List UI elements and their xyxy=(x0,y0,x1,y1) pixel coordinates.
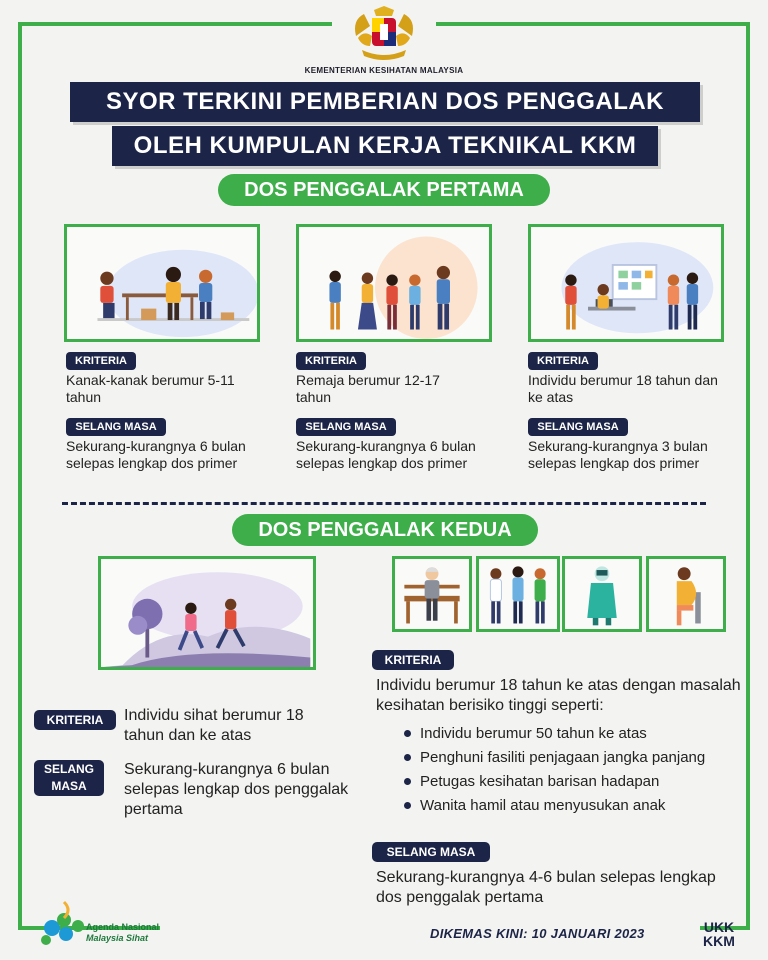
illustration-children xyxy=(64,224,260,342)
criteria-high-risk: Individu berumur 18 tahun ke atas dengan masalah kesihatan berisiko tinggi seperti: xyxy=(376,677,741,714)
list-item: Wanita hamil atau menyusukan anak xyxy=(402,796,732,815)
criteria-tag-healthy: KRITERIA xyxy=(34,710,116,730)
ukk-text: UKK xyxy=(703,919,735,935)
interval-children: Sekurang-kurangnya 6 bulan selepas lengkap dos primer xyxy=(66,438,246,471)
agenda-text-1: Agenda Nasional xyxy=(86,922,160,932)
interval-tag-teens: SELANG MASA xyxy=(296,418,396,436)
title-line-2: OLEH KUMPULAN KERJA TEKNIKAL KKM xyxy=(112,126,658,166)
high-risk-list xyxy=(402,724,732,820)
illustration-teenagers xyxy=(296,224,492,342)
interval-high-risk: Sekurang-kurangnya 4-6 bulan selepas lengkap dos penggalak pertama xyxy=(376,869,716,906)
interval-tag-healthy-line1: SELANG xyxy=(43,762,94,776)
list-item: Petugas kesihatan barisan hadapan xyxy=(402,772,732,791)
illustration-runners xyxy=(98,556,316,670)
list-item: Penghuni fasiliti penjagaan jangka panjang xyxy=(402,748,732,767)
criteria-tag-high-risk: KRITERIA xyxy=(372,650,454,670)
criteria-healthy: Individu sihat berumur 18 tahun dan ke atas xyxy=(124,707,304,744)
criteria-tag-teens: KRITERIA xyxy=(296,352,366,370)
interval-tag-high-risk: SELANG MASA xyxy=(372,842,490,862)
illustration-frontliner xyxy=(562,556,642,632)
malaysia-crest-logo xyxy=(350,6,418,64)
interval-tag-healthy-line2: MASA xyxy=(51,779,87,793)
interval-adults: Sekurang-kurangnya 3 bulan selepas lengkap dos primer xyxy=(528,438,708,471)
illustration-pregnant-woman xyxy=(646,556,726,632)
criteria-tag-children: KRITERIA xyxy=(66,352,136,370)
criteria-children: Kanak-kanak berumur 5-11 tahun xyxy=(66,372,235,405)
frame-top-right xyxy=(436,22,750,26)
first-booster-heading: DOS PENGGALAK PERTAMA xyxy=(218,174,550,206)
kkm-text: KKM xyxy=(703,933,735,949)
criteria-adults: Individu berumur 18 tahun dan ke atas xyxy=(528,372,718,405)
interval-tag-adults: SELANG MASA xyxy=(528,418,628,436)
list-item: Individu berumur 50 tahun ke atas xyxy=(402,724,732,743)
interval-teens: Sekurang-kurangnya 6 bulan selepas lengkap dos primer xyxy=(296,438,476,471)
interval-tag-children: SELANG MASA xyxy=(66,418,166,436)
second-booster-heading: DOS PENGGALAK KEDUA xyxy=(232,514,538,546)
illustration-adults xyxy=(528,224,724,342)
criteria-tag-adults: KRITERIA xyxy=(528,352,598,370)
illustration-care-workers xyxy=(476,556,560,632)
interval-tag-healthy xyxy=(34,760,104,796)
illustration-elderly xyxy=(392,556,472,632)
title-line-1: SYOR TERKINI PEMBERIAN DOS PENGGALAK xyxy=(70,82,700,122)
ministry-name: KEMENTERIAN KESIHATAN MALAYSIA xyxy=(304,66,464,75)
frame-top-left xyxy=(18,22,332,26)
agenda-text-2: Malaysia Sihat xyxy=(86,933,149,943)
ukk-kkm-logo xyxy=(700,920,738,952)
criteria-teens: Remaja berumur 12-17 tahun xyxy=(296,372,440,405)
last-updated: DIKEMAS KINI: 10 JANUARI 2023 xyxy=(430,926,645,941)
interval-healthy: Sekurang-kurangnya 6 bulan selepas lengkap dos penggalak pertama xyxy=(124,761,349,818)
section-divider xyxy=(62,502,706,505)
